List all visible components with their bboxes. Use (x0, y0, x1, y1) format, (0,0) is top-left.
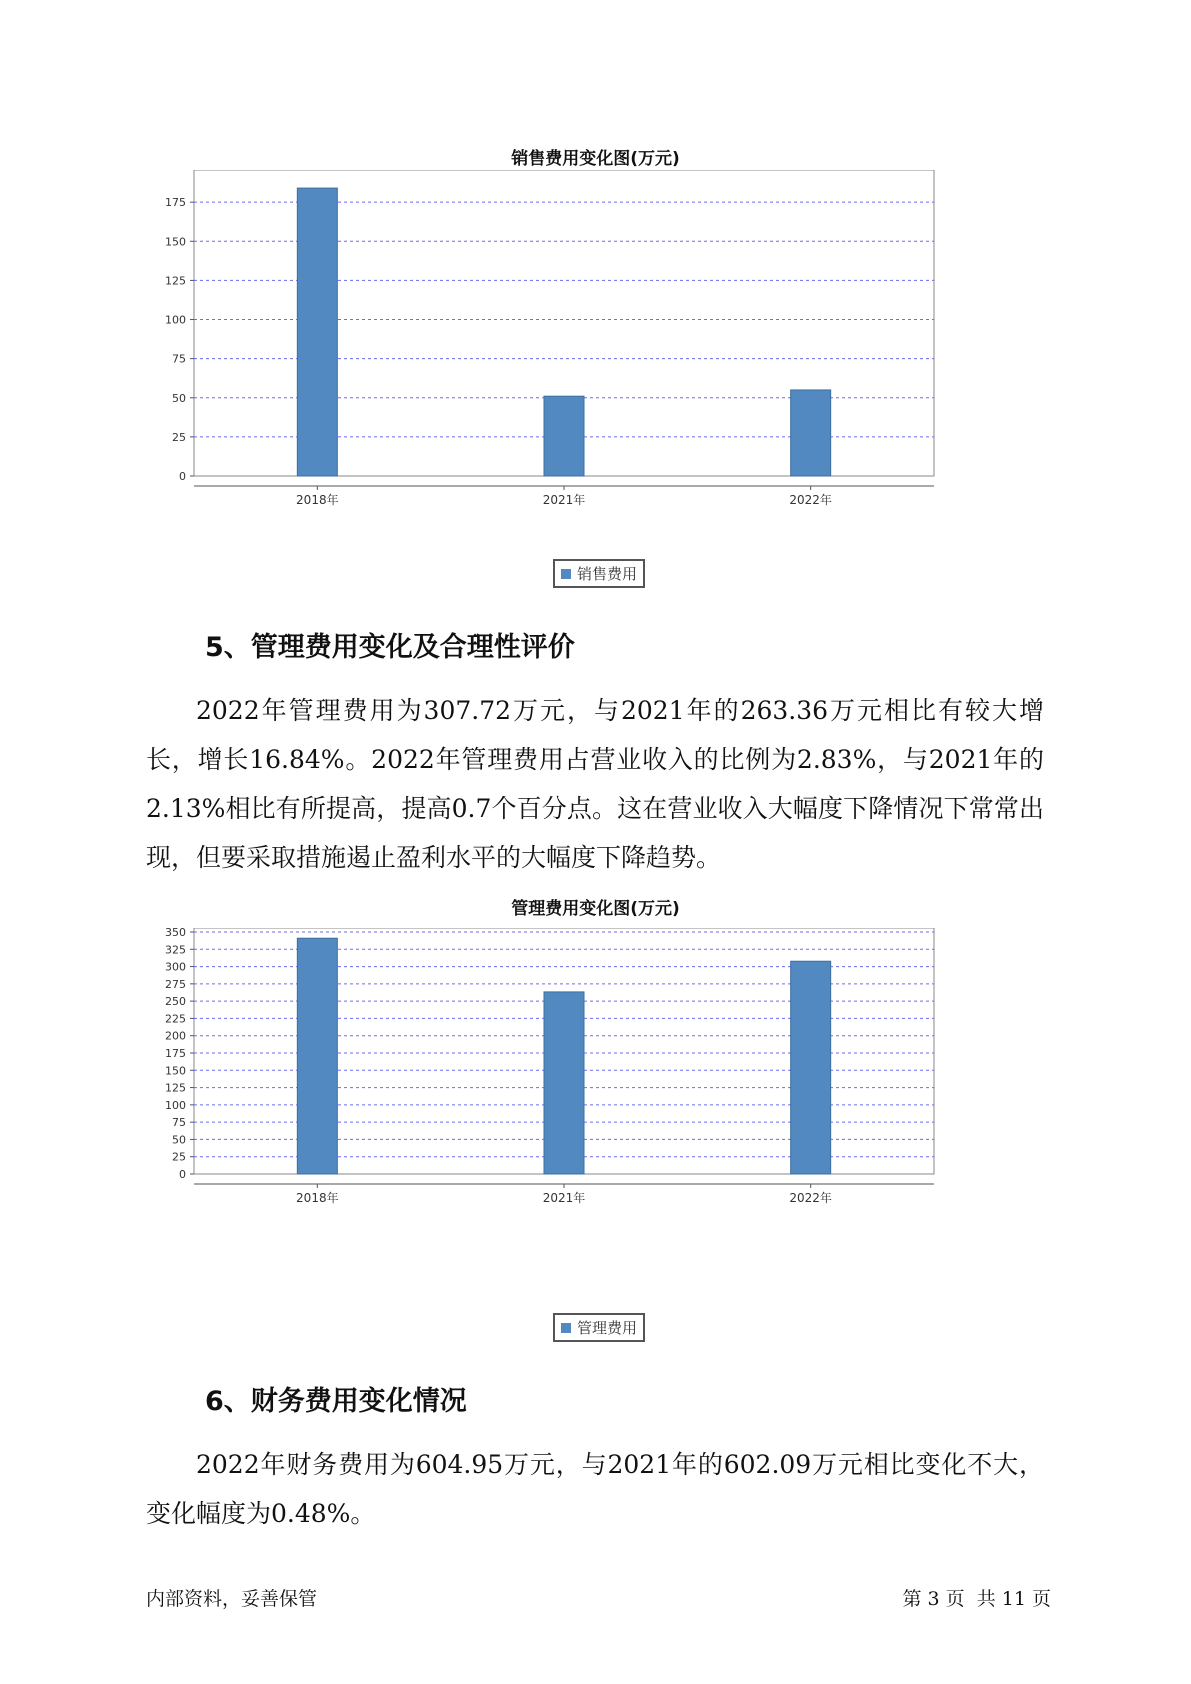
chart1-title: 销售费用变化图(万元) (511, 149, 680, 169)
section5-heading: 5、管理费用变化及合理性评价 (205, 632, 575, 663)
x-tick-label: 2022年 (789, 493, 832, 507)
y-tick-label: 150 (165, 1064, 186, 1078)
y-tick-label: 300 (165, 960, 186, 974)
chart2-title: 管理费用变化图(万元) (511, 899, 680, 919)
chart2-legend-label: 管理费用 (577, 1319, 638, 1337)
y-tick-label: 0 (179, 1168, 186, 1181)
y-tick-label: 125 (165, 1081, 186, 1095)
chart1-legend (553, 559, 645, 588)
chart1-svg (140, 170, 1040, 530)
y-tick-label: 275 (165, 977, 186, 991)
chart2-svg (140, 928, 1040, 1298)
y-tick-label: 325 (165, 943, 186, 957)
y-tick-label: 75 (172, 1116, 186, 1130)
chart1 (140, 170, 1040, 534)
footer-confidential: 内部资料，妥善保管 (146, 1588, 318, 1610)
chart2 (140, 928, 1040, 1302)
section6-heading: 6、财务费用变化情况 (205, 1386, 467, 1417)
bar (791, 390, 831, 476)
y-tick-label: 175 (165, 196, 186, 210)
y-tick-label: 125 (165, 274, 186, 288)
y-tick-label: 250 (165, 995, 186, 1009)
y-tick-label: 25 (172, 1150, 186, 1164)
x-tick-label: 2022年 (789, 1191, 832, 1205)
legend-swatch (561, 569, 571, 579)
bar (544, 992, 584, 1174)
y-tick-label: 0 (179, 470, 186, 483)
y-tick-label: 100 (165, 313, 186, 327)
y-tick-label: 175 (165, 1047, 186, 1060)
x-tick-label: 2018年 (296, 493, 339, 507)
footer-page-number: 第 3 页 共 11 页 (902, 1588, 1051, 1610)
bar (297, 188, 337, 476)
y-tick-label: 75 (172, 352, 186, 366)
legend-swatch (561, 1323, 571, 1333)
y-tick-label: 225 (165, 1012, 186, 1026)
y-tick-label: 200 (165, 1029, 186, 1043)
bar (791, 961, 831, 1174)
x-tick-label: 2018年 (296, 1191, 339, 1205)
chart1-legend-label: 销售费用 (577, 565, 638, 583)
y-tick-label: 25 (172, 430, 186, 444)
chart2-legend (553, 1313, 645, 1342)
x-tick-label: 2021年 (542, 1191, 586, 1205)
x-tick-label: 2021年 (542, 493, 586, 507)
bar (297, 938, 337, 1174)
bar (544, 396, 584, 476)
y-tick-label: 50 (172, 1133, 186, 1147)
y-tick-label: 50 (172, 391, 186, 405)
section5-paragraph: 2022年管理费用为307.72万元，与2021年的263.36万元相比有较大增长，增长16.84%。2022年管理费用占营业收入的比例为2.83%，与2021年的2.13%相比有所提高，提高0.7个百分点。这在营业收入大幅度下降情况下常常出现，但要采取措施遏止盈利水平的大幅度下降趋势。 (146, 696, 1044, 872)
y-tick-label: 150 (165, 235, 186, 249)
section6-paragraph: 2022年财务费用为604.95万元，与2021年的602.09万元相比变化不大，变化幅度为0.48%。 (146, 1450, 1044, 1528)
y-tick-label: 100 (165, 1098, 186, 1112)
y-tick-label: 350 (165, 928, 186, 939)
